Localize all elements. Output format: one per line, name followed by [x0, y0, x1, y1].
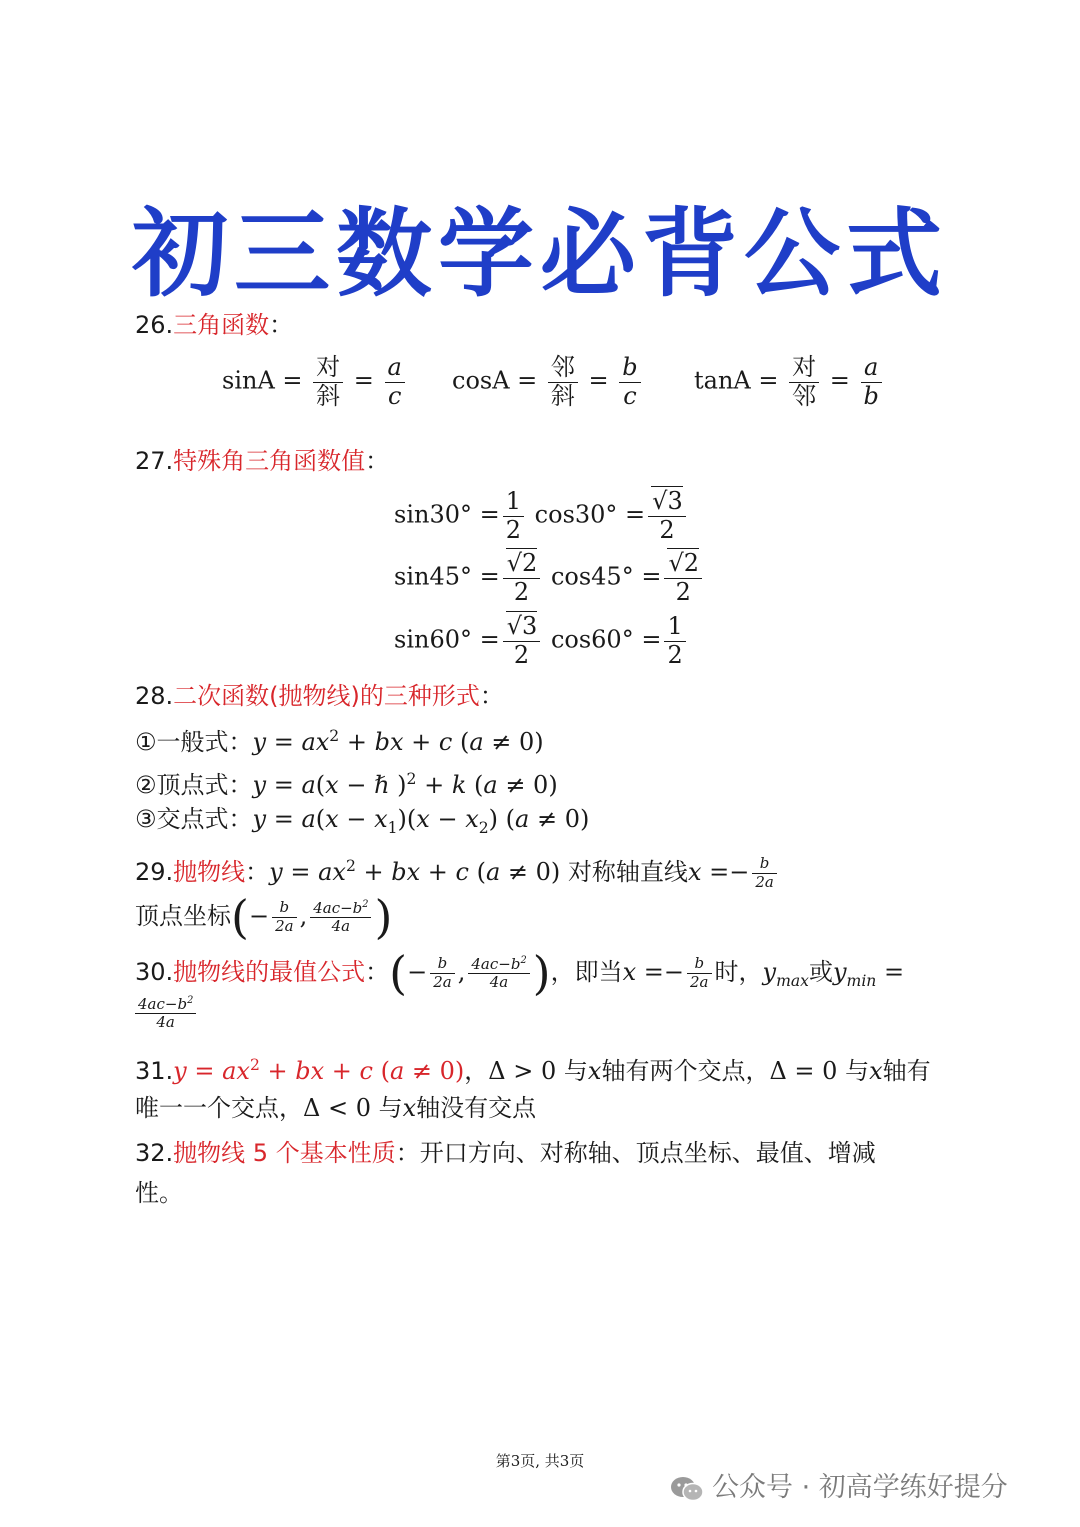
section-30-line1: 30.抛物线的最值公式：(− $\frac{b}{2a}$ , $\frac{4ac-b^2}{4a}$ )，即当x =− $\frac{b}{2a}$ 时，$y_{max}$或$y_{min}$ = [135, 946, 905, 1000]
form-vertex: ②顶点式：y = a(x − ℏ )$^2$ + k (a ≠ 0) [135, 770, 558, 799]
section-29-vertex: 顶点坐标(− $\frac{b}{2a}$ , $\frac{4ac-b^2}{4a}$ ) [135, 890, 393, 944]
page-footer: 第3页, 共3页 [495, 1452, 585, 1470]
section-32-line2: 性。 [135, 1179, 183, 1207]
formula-tan: tanA = $\frac{\text{对}}{\text{邻}}$ = $\frac{a}{b}$ [694, 354, 885, 410]
form-intercept: ③交点式：$y = a(x - x_1)(x - x_2)$ (a ≠ 0) [135, 805, 590, 837]
section-31-line1: $31.y = ax^2$ + bx + c (a ≠ 0)，Δ > 0 与x轴有两个交点，Δ = 0 与x轴有 [135, 1056, 931, 1085]
section-29-line1: 29.抛物线：$y = ax^2$ + bx + c (a ≠ 0) 对称轴直线x =− $\frac{b}{2a}$ [135, 850, 780, 891]
watermark [670, 1465, 1008, 1504]
special-45: sin45° = $\frac{√2}{2}$ cos45° = $\frac{√2}{2}$ [394, 550, 705, 606]
special-30: sin30° = $\frac{1}{2}$ cos30° = $\frac{√3}{2}$ [394, 488, 689, 544]
form-general: ①一般式：$y = ax^2$ + bx + c (a ≠ 0) [135, 727, 544, 756]
section-32-line1: 32.抛物线 5 个基本性质：开口方向、对称轴、顶点坐标、最值、增减 [135, 1139, 876, 1167]
section-31-line2: 唯一一个交点，Δ < 0 与x轴没有交点 [135, 1094, 537, 1122]
section-30-line2: $\frac{4ac-b^2}{4a}$ [135, 995, 196, 1032]
formula-sin: sinA = $\frac{\text{对}}{\text{斜}}$ = $\frac{a}{c}$ [222, 354, 408, 410]
section-27-heading: 27.特殊角三角函数值： [135, 447, 390, 475]
page-title: 初三数学必背公式 [132, 198, 948, 310]
section-26-heading: 26.三角函数： [135, 311, 294, 339]
section-28-heading: 28.二次函数(抛物线)的三种形式： [135, 682, 504, 710]
special-60: sin60° = $\frac{√3}{2}$ cos60° = $\frac{1}{2}$ [394, 613, 689, 669]
wechat-icon [670, 1476, 704, 1502]
formula-cos: cosA = $\frac{\text{邻}}{\text{斜}}$ = $\frac{b}{c}$ [452, 354, 644, 410]
watermark-text: 公众号 · 初高学练好提分 [712, 1472, 1008, 1503]
